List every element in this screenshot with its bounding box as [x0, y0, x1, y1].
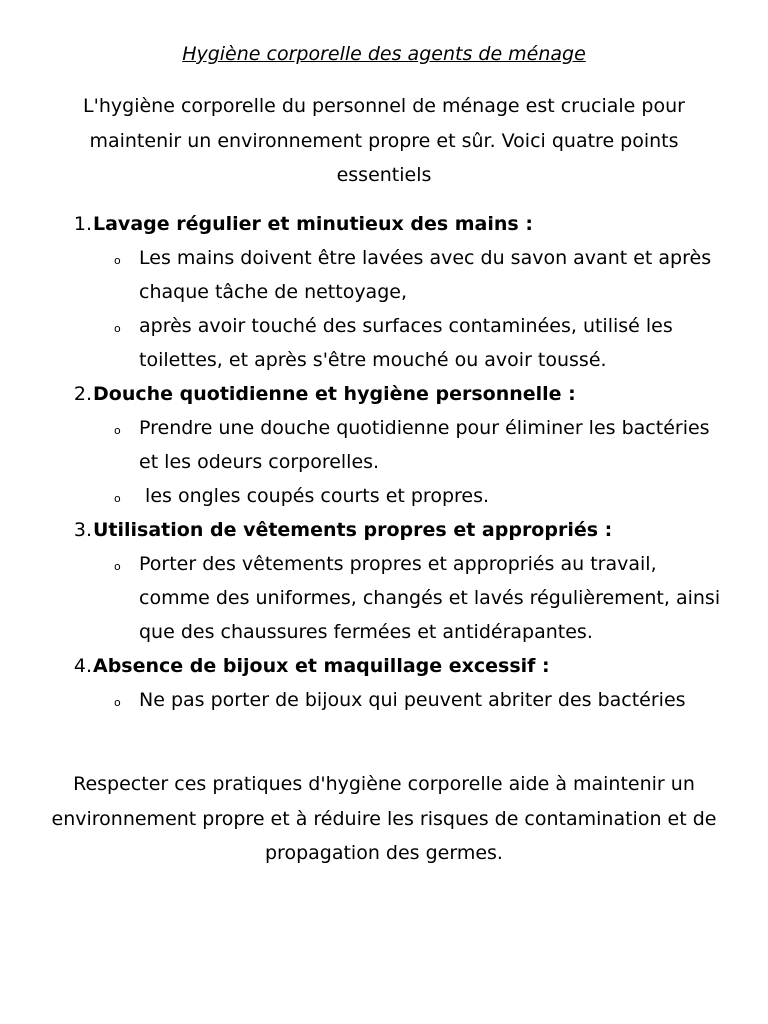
- list-item-title: Lavage régulier et minutieux des mains :: [93, 213, 533, 235]
- list-item-heading: [0, 513, 768, 547]
- sub-list-item: [0, 411, 768, 479]
- sub-list-item: [0, 241, 768, 309]
- sub-list-item: [0, 309, 768, 377]
- intro-paragraph: L'hygiène corporelle du personnel de ménage est cruciale pour maintenir un environnement propre et sûr. Voici quatre points essentiels: [83, 95, 685, 186]
- sub-list-item: [0, 479, 768, 513]
- circle-bullet-icon: o: [114, 560, 121, 573]
- sub-list-item: [0, 547, 768, 649]
- list-item-title: Utilisation de vêtements propres et appropriés :: [93, 519, 613, 541]
- sub-list-text: Porter des vêtements propres et appropriés au travail, comme des uniformes, changés et lavés régulièrement, ainsi que des chaussures fermées et antidérapantes.: [139, 553, 721, 643]
- list-item-number: 3.: [73, 519, 92, 541]
- list-item-title: Absence de bijoux et maquillage excessif :: [93, 655, 550, 677]
- sub-list: [0, 547, 768, 649]
- list-item-heading: [0, 207, 768, 241]
- list-item: [0, 207, 768, 377]
- sub-list-text: Prendre une douche quotidienne pour éliminer les bactéries et les odeurs corporelles.: [139, 417, 710, 473]
- sub-list-text: les ongles coupés courts et propres.: [139, 485, 490, 507]
- circle-bullet-icon: o: [114, 492, 121, 505]
- list-item: [0, 649, 768, 717]
- circle-bullet-icon: o: [114, 696, 121, 709]
- sub-list: [0, 411, 768, 513]
- sub-list-item: [0, 683, 768, 717]
- list-item-number: 2.: [73, 383, 92, 405]
- circle-bullet-icon: o: [114, 424, 121, 437]
- sub-list-text: Les mains doivent être lavées avec du savon avant et après chaque tâche de nettoyage,: [139, 247, 712, 303]
- sub-list-text: après avoir touché des surfaces contaminées, utilisé les toilettes, et après s'être mouché ou avoir toussé.: [139, 315, 673, 371]
- document-title: Hygiène corporelle des agents de ménage: [182, 43, 586, 65]
- conclusion-paragraph: Respecter ces pratiques d'hygiène corporelle aide à maintenir un environnement propre et à réduire les risques de contamination et de propagation des germes.: [51, 773, 717, 864]
- sub-list: [0, 683, 768, 717]
- list-item: [0, 513, 768, 649]
- sub-list-text: Ne pas porter de bijoux qui peuvent abriter des bactéries: [139, 689, 686, 711]
- list-item-number: 4.: [73, 655, 92, 677]
- list-item-heading: [0, 649, 768, 683]
- numbered-list: [0, 207, 768, 717]
- list-item-title: Douche quotidienne et hygiène personnelle :: [93, 383, 576, 405]
- list-item: [0, 377, 768, 513]
- circle-bullet-icon: o: [114, 322, 121, 335]
- list-item-number: 1.: [73, 213, 92, 235]
- circle-bullet-icon: o: [114, 254, 121, 267]
- list-item-heading: [0, 377, 768, 411]
- sub-list: [0, 241, 768, 377]
